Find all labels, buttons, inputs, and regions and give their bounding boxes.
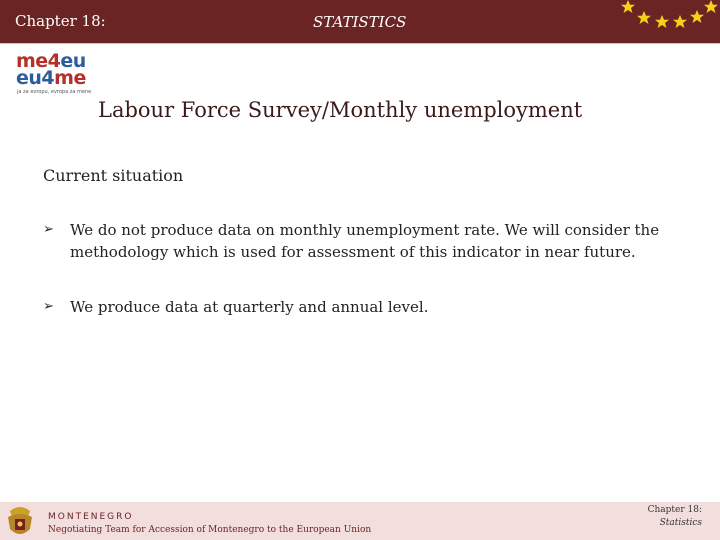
footer-chapter: Chapter 18:	[647, 505, 702, 515]
bullet-item	[43, 296, 683, 318]
bullet-item	[43, 219, 683, 263]
header-bar	[0, 0, 720, 44]
me4eu-logo: me4eu eu4me ja za evropu, evropa za mene	[16, 50, 92, 95]
footer-team: Negotiating Team for Accession of Montenegro to the European Union	[48, 525, 372, 535]
section-heading: Current situation	[43, 166, 184, 185]
bullet-text: We produce data at quarterly and annual level.	[70, 298, 429, 316]
logo-tagline: ja za evropu, evropa za mene	[17, 89, 92, 95]
arrow-bullet-icon: ➢	[43, 299, 54, 314]
arrow-bullet-icon: ➢	[43, 222, 54, 237]
eu-stars-icon	[612, 0, 720, 34]
header-chapter: Chapter 18:	[15, 12, 106, 30]
footer-chapter-block	[648, 504, 702, 530]
header-subject: STATISTICS	[313, 13, 407, 31]
slide-title: Labour Force Survey/Monthly unemployment	[98, 98, 583, 122]
footer-subject: Statistics	[659, 518, 702, 528]
bullet-text: We do not produce data on monthly unemployment rate. We will consider the methodology which is used for assessment of this indicator in near future.	[70, 221, 660, 261]
montenegro-crest-icon	[4, 503, 36, 539]
footer-country: MONTENEGRO	[48, 512, 134, 522]
